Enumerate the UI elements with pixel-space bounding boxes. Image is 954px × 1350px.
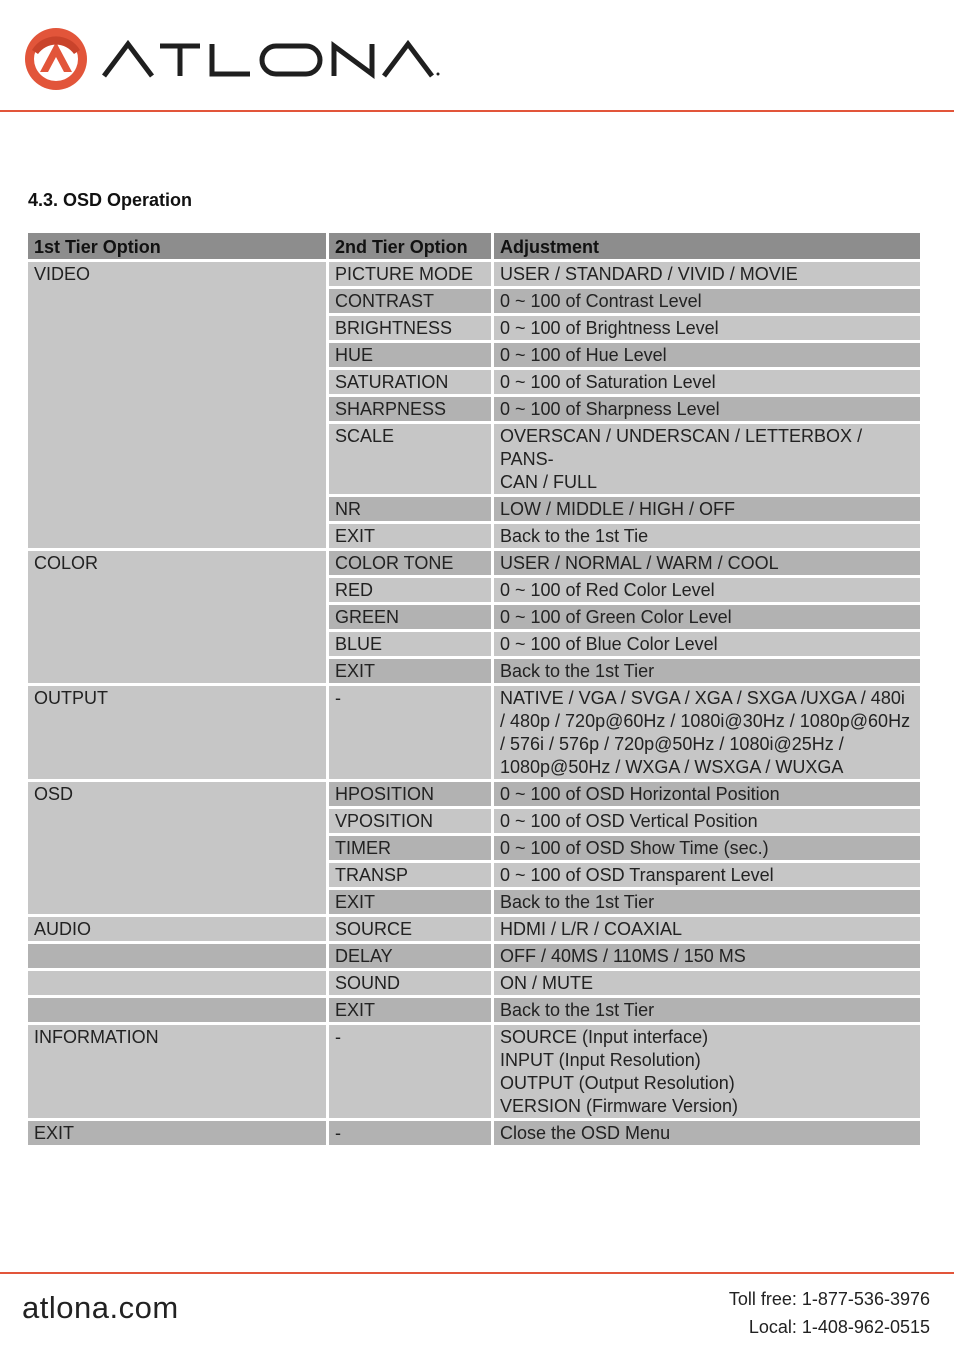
adjustment-line: USER / STANDARD / VIVID / MOVIE — [500, 264, 798, 284]
adjustment-line: OVERSCAN / UNDERSCAN / LETTERBOX / PANS- — [500, 426, 863, 469]
adjustment-line: Back to the 1st Tier — [500, 1000, 655, 1020]
tier1-cell: VIDEO — [28, 262, 326, 548]
adjustment-cell — [494, 971, 920, 995]
page-header — [0, 0, 954, 112]
tier2-cell: CONTRAST — [329, 289, 491, 313]
tier2-cell: GREEN — [329, 605, 491, 629]
adjustment-line: / 480p / 720p@60Hz / 1080i@30Hz / 1080p@60Hz — [500, 711, 911, 731]
adjustment-cell — [494, 917, 920, 941]
adjustment-line: / 576i / 576p / 720p@50Hz / 1080i@25Hz / — [500, 734, 844, 754]
adjustment-line: OFF / 40MS / 110MS / 150 MS — [500, 946, 746, 966]
table-header-row — [28, 233, 920, 259]
table-body — [28, 262, 920, 1145]
tier2-cell: COLOR TONE — [329, 551, 491, 575]
tier1-cell: COLOR — [28, 551, 326, 683]
tier2-cell: SHARPNESS — [329, 397, 491, 421]
adjustment-line: Back to the 1st Tier — [500, 661, 655, 681]
adjustment-line: 0 ~ 100 of OSD Show Time (sec.) — [500, 838, 769, 858]
osd-operation-table — [25, 230, 923, 1148]
adjustment-cell — [494, 578, 920, 602]
adjustment-line: 0 ~ 100 of Sharpness Level — [500, 399, 720, 419]
adjustment-line: 0 ~ 100 of Blue Color Level — [500, 634, 718, 654]
footer-divider — [0, 1272, 954, 1274]
adjustment-cell — [494, 890, 920, 914]
adjustment-cell — [494, 343, 920, 367]
table-row — [28, 944, 920, 968]
adjustment-cell — [494, 944, 920, 968]
adjustment-cell — [494, 370, 920, 394]
tier2-cell: HPOSITION — [329, 782, 491, 806]
tier2-cell: SOUND — [329, 971, 491, 995]
adjustment-cell — [494, 551, 920, 575]
adjustment-cell — [494, 605, 920, 629]
adjustment-line: OUTPUT (Output Resolution) — [500, 1073, 735, 1093]
adjustment-line: Close the OSD Menu — [500, 1123, 671, 1143]
tier2-cell: TRANSP — [329, 863, 491, 887]
tier1-cell: EXIT — [28, 1121, 326, 1145]
adjustment-cell — [494, 632, 920, 656]
adjustment-cell — [494, 998, 920, 1022]
tier2-cell: BLUE — [329, 632, 491, 656]
tier2-cell: - — [329, 1025, 491, 1118]
local-number: Local: 1-408-962-0515 — [748, 1317, 930, 1337]
adjustment-cell — [494, 289, 920, 313]
adjustment-line: NATIVE / VGA / SVGA / XGA / SXGA /UXGA / 480i — [500, 688, 905, 708]
adjustment-cell — [494, 782, 920, 806]
adjustment-cell — [494, 262, 920, 286]
tier2-cell: BRIGHTNESS — [329, 316, 491, 340]
adjustment-line: 1080p@50Hz / WXGA / WSXGA / WUXGA — [500, 757, 844, 777]
table-row — [28, 782, 920, 806]
adjustment-line: ON / MUTE — [500, 973, 593, 993]
header-tier2: 2nd Tier Option — [329, 233, 491, 259]
section-title: 4.3. OSD Operation — [28, 190, 193, 210]
tier2-cell: VPOSITION — [329, 809, 491, 833]
adjustment-line: 0 ~ 100 of Saturation Level — [500, 372, 716, 392]
table-row — [28, 262, 920, 286]
adjustment-line: Back to the 1st Tie — [500, 526, 649, 546]
tier2-cell: NR — [329, 497, 491, 521]
tier1-cell — [28, 971, 326, 995]
adjustment-line: 0 ~ 100 of OSD Vertical Position — [500, 811, 758, 831]
adjustment-cell — [494, 397, 920, 421]
table-row — [28, 551, 920, 575]
adjustment-cell — [494, 524, 920, 548]
adjustment-line: 0 ~ 100 of Hue Level — [500, 345, 667, 365]
adjustment-cell — [494, 659, 920, 683]
tier2-cell: EXIT — [329, 890, 491, 914]
adjustment-line: SOURCE (Input interface) — [500, 1027, 709, 1047]
adjustment-line: 0 ~ 100 of Brightness Level — [500, 318, 719, 338]
adjustment-line: USER / NORMAL / WARM / COOL — [500, 553, 779, 573]
table-row — [28, 971, 920, 995]
header-adjustment: Adjustment — [494, 233, 920, 259]
adjustment-line: LOW / MIDDLE / HIGH / OFF — [500, 499, 736, 519]
adjustment-line: 0 ~ 100 of Contrast Level — [500, 291, 702, 311]
adjustment-cell — [494, 424, 920, 494]
adjustment-line: CAN / FULL — [500, 472, 598, 492]
adjustment-line: 0 ~ 100 of Red Color Level — [500, 580, 715, 600]
tier1-cell: INFORMATION — [28, 1025, 326, 1118]
table-row — [28, 1025, 920, 1118]
tier1-cell: OSD — [28, 782, 326, 914]
table-row — [28, 1121, 920, 1145]
tier1-cell: AUDIO — [28, 917, 326, 941]
adjustment-cell — [494, 1025, 920, 1118]
adjustment-cell — [494, 809, 920, 833]
adjustment-line: VERSION (Firmware Version) — [500, 1096, 739, 1116]
adjustment-line: 0 ~ 100 of OSD Transparent Level — [500, 865, 774, 885]
adjustment-cell — [494, 316, 920, 340]
table-row — [28, 686, 920, 779]
table-row — [28, 998, 920, 1022]
tier2-cell: EXIT — [329, 524, 491, 548]
tier1-cell — [28, 944, 326, 968]
tier2-cell: PICTURE MODE — [329, 262, 491, 286]
adjustment-cell — [494, 1121, 920, 1145]
footer-contact — [729, 1285, 930, 1341]
tier2-cell: DELAY — [329, 944, 491, 968]
adjustment-line: 0 ~ 100 of OSD Horizontal Position — [500, 784, 780, 804]
adjustment-line: HDMI / L/R / COAXIAL — [500, 919, 683, 939]
tier2-cell: SATURATION — [329, 370, 491, 394]
adjustment-line: INPUT (Input Resolution) — [500, 1050, 701, 1070]
atlona-logo — [22, 24, 442, 94]
footer-website: atlona.com — [22, 1290, 179, 1325]
adjustment-line: 0 ~ 100 of Green Color Level — [500, 607, 732, 627]
header-divider — [0, 110, 954, 112]
tier2-cell: EXIT — [329, 659, 491, 683]
adjustment-cell — [494, 686, 920, 779]
tier2-cell: RED — [329, 578, 491, 602]
adjustment-cell — [494, 863, 920, 887]
toll-free-number: Toll free: 1-877-536-3976 — [728, 1289, 930, 1309]
tier2-cell: HUE — [329, 343, 491, 367]
tier2-cell: - — [329, 686, 491, 779]
adjustment-cell — [494, 497, 920, 521]
tier2-cell: EXIT — [329, 998, 491, 1022]
tier2-cell: TIMER — [329, 836, 491, 860]
table-row — [28, 917, 920, 941]
adjustment-cell — [494, 836, 920, 860]
tier2-cell: SCALE — [329, 424, 491, 494]
adjustment-line: Back to the 1st Tier — [500, 892, 655, 912]
tier1-cell — [28, 998, 326, 1022]
tier2-cell: SOURCE — [329, 917, 491, 941]
tier2-cell: - — [329, 1121, 491, 1145]
header-tier1: 1st Tier Option — [28, 233, 326, 259]
tier1-cell: OUTPUT — [28, 686, 326, 779]
